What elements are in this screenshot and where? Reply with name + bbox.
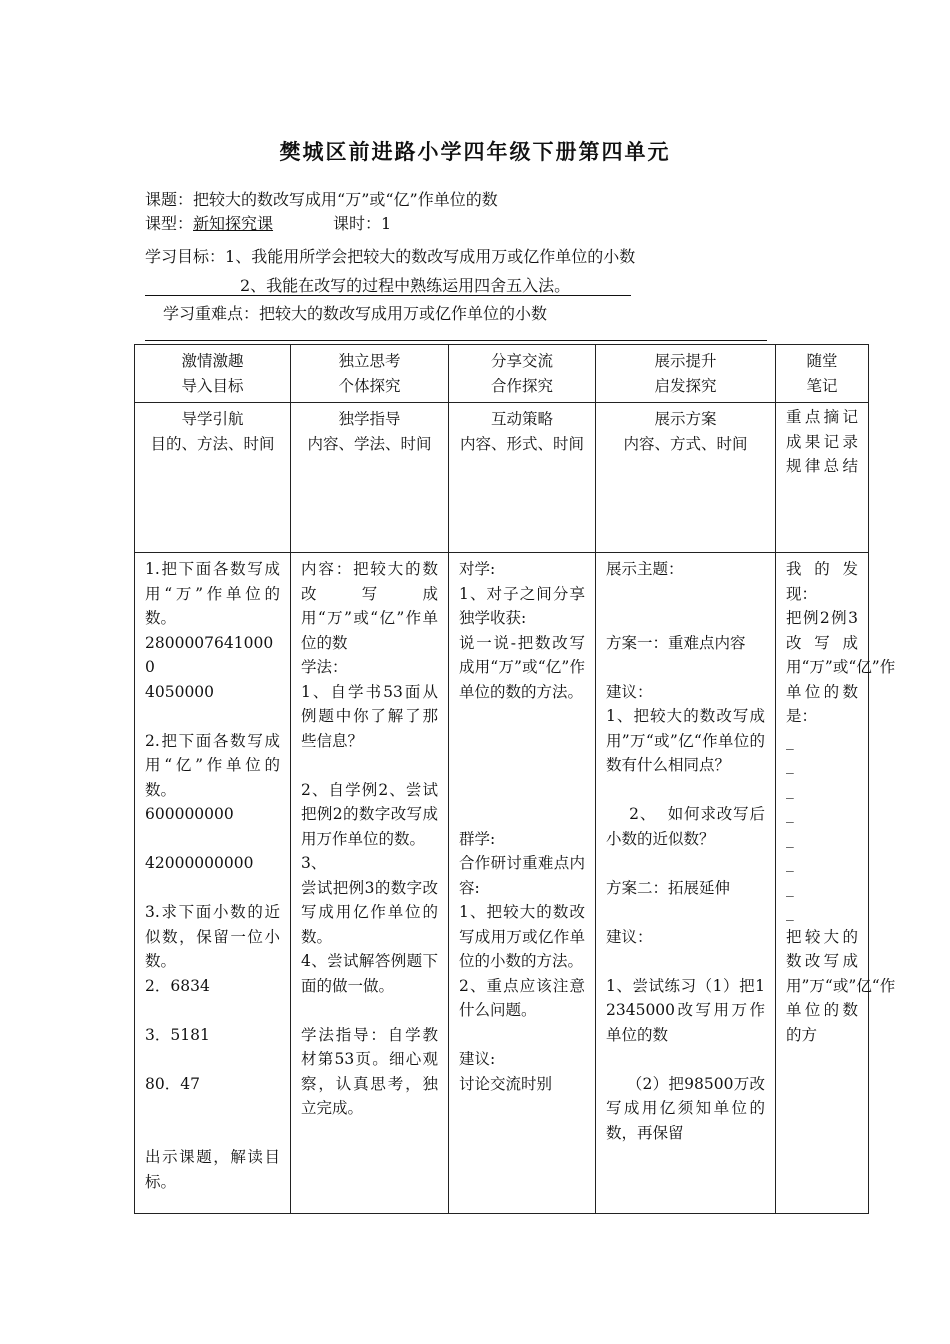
period-value: 1 [381,214,392,233]
period-label: 课时： [333,214,382,233]
key-line [163,303,547,325]
goals-label: 学习目标： [145,247,226,266]
content-row [135,553,869,1214]
header-col-4: 展示提升 启发探究 [596,345,776,403]
content-col-2: 内容：把较大的数改写成用“万”或“亿”作单位的数 学法： 1、自学书53面从例题中你了解了那些信息？ 2、自学例2、尝试把例2的数字改写成用万作单位的数。 3、 尝试把例3的数字改写成用亿作单位的数。 4、尝试解答例题下面的做一做。 学法指导：自学教材第53页。细心观察，认真思考，独立完成。 [291,553,449,1214]
key-value: 把较大的数改写成用万或亿作单位的小数 [259,304,548,323]
type-line [145,213,391,235]
content-col-1: 1.把下面各数写成用“万”作单位的数。 28000076410000 4050000 2.把下面各数写成用“亿”作单位的数。 600000000 42000000000 3.求下面小数的近似数，保留一位小数。 2．6834 3．5181 80．47 出示课题，解读目标。 [135,553,291,1214]
type-label: 课型： [145,214,194,233]
page-title: 樊城区前进路小学四年级下册第四单元 [279,139,671,164]
key-underline [145,340,767,341]
topic-value: 把较大的数改写成用“万”或“亿”作单位的数 [193,190,498,209]
subheader-col-5: 重点摘记 成果记录 规律总结 [776,403,869,553]
header-col-1: 激情激趣 导入目标 [135,345,291,403]
header-col-3: 分享交流 合作探究 [449,345,596,403]
topic-line [145,189,498,211]
goal-2: 2、我能在改写的过程中熟练运用四舍五入法。 [240,276,571,295]
header-col-5: 随堂 笔记 [776,345,869,403]
type-value: 新知探究课 [193,214,274,233]
lesson-table [134,344,896,1214]
header-row [135,345,869,403]
subheader-col-1: 导学引航 目的、方法、时间 [135,403,291,553]
content-col-4: 展示主题： 方案一：重难点内容 建议： 1、把较大的数改写成用”万“或”亿“作单位的数有什么相同点？ 2、 如何求改写后小数的近似数？ 方案二：拓展延伸 建议： 1、尝试练习（1）把12345000改写用万作单位的数 （2）把98500万改写成用亿须知单位的数，再保留 [596,553,776,1214]
subheader-col-3: 互动策略 内容、形式、时间 [449,403,596,553]
topic-label: 课题： [145,190,194,209]
key-label: 学习重难点： [163,304,260,323]
subheader-row [135,403,869,553]
header-col-2: 独立思考 个体探究 [291,345,449,403]
content-col-3: 对学: 1、对子之间分享独学收获: 说一说-把数改写成用“万”或“亿”作单位的数的方法。 群学: 合作研讨重难点内容: 1、把较大的数改写成用万或亿作单位的小数的方法。 2、重点应该注意什么问题。 建议: 讨论交流时别 [449,553,596,1214]
goals-line [145,246,635,268]
subheader-col-2: 独学指导 内容、学法、时间 [291,403,449,553]
goal-2-underline [145,295,631,296]
subheader-col-4: 展示方案 内容、方式、时间 [596,403,776,553]
goal-1: 1、我能用所学会把较大的数改写成用万或亿作单位的小数 [225,247,636,266]
content-col-5: 我的发现： 把例2例3改写成用“万”或“亿”作单位的数是： _ _ _ _ _ _ _ _ 把较大的数改写成用”万“或”亿“作单位的数的方 [776,553,869,1214]
